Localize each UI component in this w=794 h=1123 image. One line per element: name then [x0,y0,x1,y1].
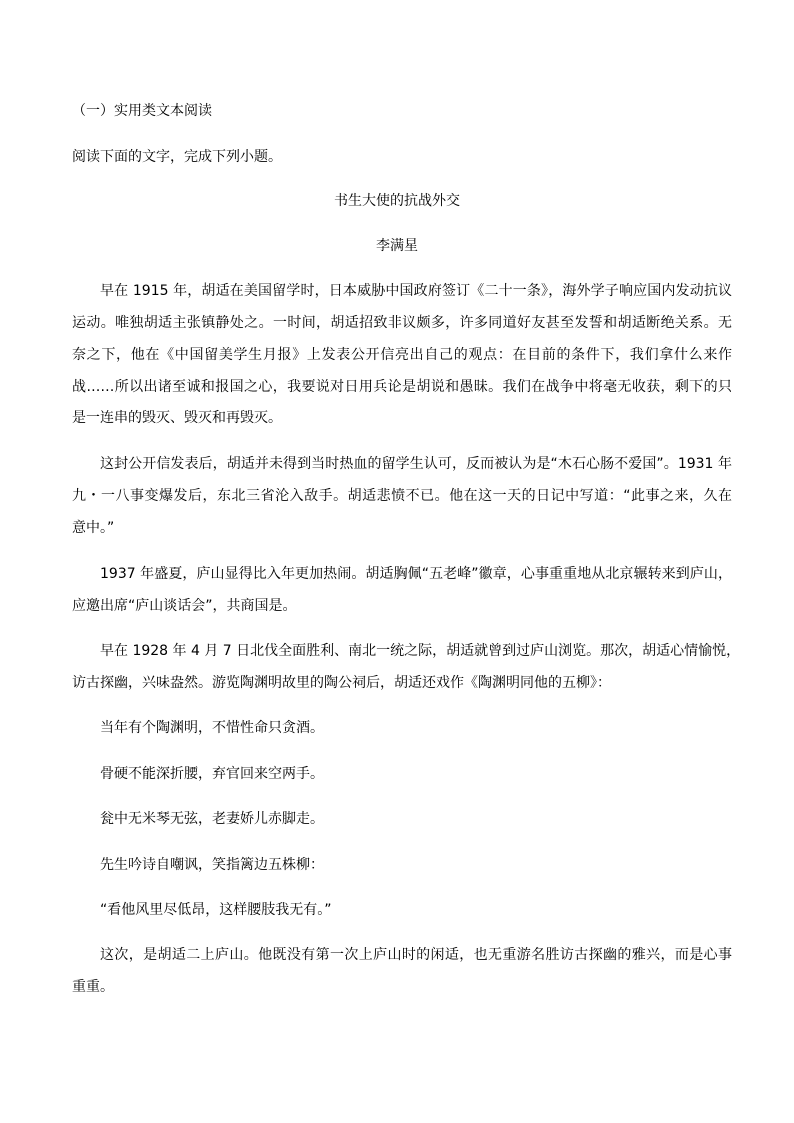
poem-line-3: 瓮中无米琴无弦，老妻娇儿赤脚走。 [100,811,324,827]
paragraph-3-line-1: 1937 年盛夏，庐山显得比入年更加热闹。胡适胸佩“五老峰”徽章，心事重重地从北京辗转来到庐山， [100,566,732,582]
poem-line-4: 先生吟诗自嘲讽，笑指篱边五株柳： [100,857,324,873]
paragraph-10-line-2: 重重。 [72,979,114,995]
paragraph-2-line-2: 九・一八事变爆发后，东北三省沦入敌手。胡适悲愤不已。他在这一天的日记中写道：“此事之来，久在 [72,488,732,504]
paragraph-1-line-2: 运动。唯独胡适主张镇静处之。一时间，胡适招致非议颇多，许多同道好友甚至发誓和胡适断绝关系。无 [72,315,732,331]
section-label: （一）实用类文本阅读 [72,103,212,119]
paragraph-1-line-3: 奈之下，他在《中国留美学生月报》上发表公开信亮出自己的观点：在目前的条件下，我们拿什么来作 [72,347,732,363]
paragraph-4-line-1: 早在 1928 年 4 月 7 日北伐全面胜利、南北一统之际，胡适就曾到过庐山浏览。那次，胡适心情愉悦， [100,643,741,659]
paragraph-3-line-2: 应邀出席“庐山谈话会”，共商国是。 [72,598,297,614]
poem-line-5: “看他风里尽低昂，这样腰肢我无有。” [100,902,332,918]
paragraph-1-line-5: 是一连串的毁灭、毁灭和再毁灭。 [72,410,282,426]
paragraph-2-line-3: 意中。” [72,520,115,536]
instruction-text: 阅读下面的文字，完成下列小题。 [72,149,282,165]
poem-line-1: 当年有个陶渊明，不惜性命只贪酒。 [100,720,324,736]
paragraph-1-line-1: 早在 1915 年，胡适在美国留学时，日本威胁中国政府签订《二十一条》，海外学子响应国内发动抗议 [100,283,732,299]
article-author: 李满星 [376,238,418,254]
article-title: 书生大使的抗战外交 [334,193,460,209]
paragraph-10-line-1: 这次，是胡适二上庐山。他既没有第一次上庐山时的闲适，也无重游名胜访古探幽的雅兴，而是心事 [100,947,732,963]
poem-line-2: 骨硬不能深折腰，弃官回来空两手。 [100,766,324,782]
paragraph-4-line-2: 访古探幽，兴味盎然。游览陶渊明故里的陶公祠后，胡适还戏作《陶渊明同他的五柳》： [72,675,611,691]
paragraph-1-line-4: 战……所以出诸至诚和报国之心，我要说对日用兵论是胡说和愚昧。我们在战争中将毫无收获，剩下的只 [72,379,732,395]
paragraph-2-line-1: 这封公开信发表后，胡适并未得到当时热血的留学生认可，反而被认为是“木石心肠不爱国”。1931 年 [100,456,732,472]
